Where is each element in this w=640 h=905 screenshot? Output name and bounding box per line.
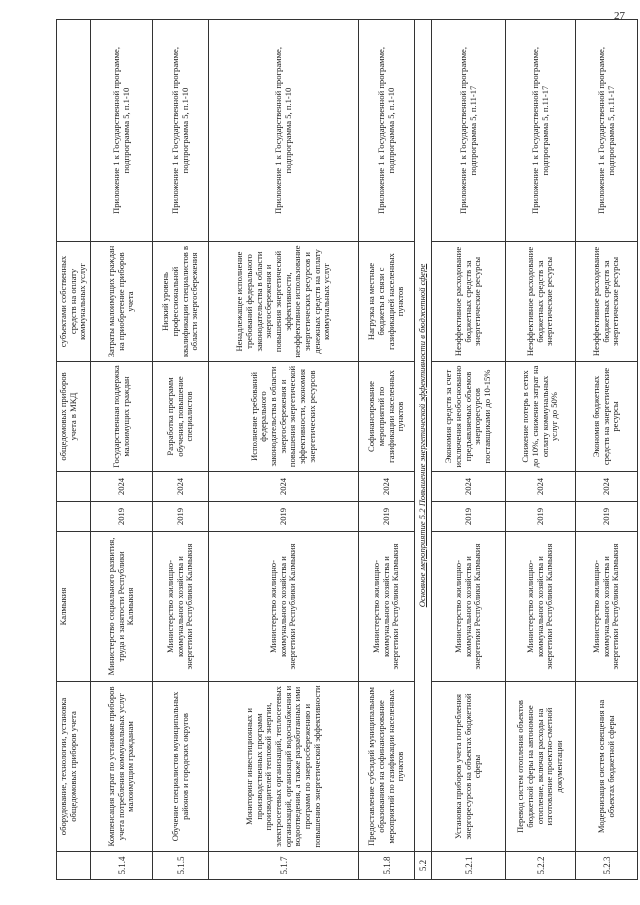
cell-end-year: 2024	[432, 472, 506, 502]
cell-consequence: субъектами собственных средств на оплату коммунальных услуг	[57, 242, 91, 362]
cell-name: Предоставление субсидий муниципальным образованиям на софинансирование мероприятий по газификации населенных пунктов	[359, 682, 415, 852]
cell-name: Обучение специалистов муниципальных районов и городских округов	[153, 682, 209, 852]
cell-link: Приложение 1 к Государственной программе, подпрограмма 5, п.1-10	[91, 20, 153, 242]
cell-end-year: 2024	[359, 472, 415, 502]
cell-name: Установка приборов учета потребления энергоресурсов на объектах бюджетной сферы	[432, 682, 506, 852]
cell-executor: Министерство жилищно-коммунального хозяйства и энергетики Республики Калмыкия	[576, 532, 638, 682]
cell-number: 5.1.8	[359, 852, 415, 880]
section-number: 5.2	[415, 852, 432, 880]
cell-name: оборудование, технологии, установка общедомовых приборов учета	[57, 682, 91, 852]
table-row	[153, 20, 209, 880]
cell-executor: Министерство жилищно-коммунального хозяйства и энергетики Республики Калмыкия	[506, 532, 576, 682]
cell-number: 5.1.5	[153, 852, 209, 880]
cell-result: Снижение потерь в сетях до 10%, снижение затрат на оплату коммунальных услуг до 50%	[506, 362, 576, 472]
rotated-table-wrapper	[56, 20, 621, 880]
cell-link: Приложение 1 к Государственной программе, подпрограмма 5, п.1-10	[359, 20, 415, 242]
cell-name: Мониторинг инвестиционных и производственных программ производителей тепловой энергии, электросетевых организаций, теплосетевых организаций, организаций водоснабжения и водоотведения, а также разработанных ими программ по энергосбережению и повышению энергетической эффективности	[209, 682, 359, 852]
cell-end-year: 2024	[153, 472, 209, 502]
cell-executor: Министерство жилищно-коммунального хозяйства и энергетики Республики Калмыкия	[432, 532, 506, 682]
cell-start-year: 2019	[359, 502, 415, 532]
cell-end-year: 2024	[209, 472, 359, 502]
cell-result: общедомовых приборов учета в МКД	[57, 362, 91, 472]
cell-executor: Министерство жилищно-коммунального хозяйства и энергетики Республики Калмыкия	[153, 532, 209, 682]
table-row	[432, 20, 506, 880]
cell-start-year: 2019	[506, 502, 576, 532]
cell-end-year: 2024	[576, 472, 638, 502]
cell-result: Экономия бюджетных средств на энергетические ресурсы	[576, 362, 638, 472]
cell-link: Приложение 1 к Государственной программе, подпрограмма 5, п.11-17	[576, 20, 638, 242]
cell-start-year: 2019	[209, 502, 359, 532]
cell-name: Компенсация затрат по установке приборов учета потребления коммунальных услуг малоимущим гражданам	[91, 682, 153, 852]
table-row	[91, 20, 153, 880]
measures-table	[56, 19, 638, 880]
cell-result: Экономия средств за счет исключения необоснованно предъявляемых объемов энергоресурсов поставщиками до 10-15%	[432, 362, 506, 472]
cell	[57, 472, 91, 502]
cell-executor: Министерство социального развития, труда и занятости Республики Калмыкия	[91, 532, 153, 682]
cell-number: 5.1.4	[91, 852, 153, 880]
cell-result: Государственная поддержка малоимущих граждан	[91, 362, 153, 472]
table-row	[209, 20, 359, 880]
cell-result: Софинансирование мероприятий по газификации населенных пунктов	[359, 362, 415, 472]
cell-number: 5.2.3	[576, 852, 638, 880]
cell-number: 5.2.1	[432, 852, 506, 880]
cell	[57, 20, 91, 242]
cell-start-year: 2019	[91, 502, 153, 532]
cell	[57, 852, 91, 880]
section-row	[415, 20, 432, 880]
cell-link: Приложение 1 к Государственной программе, подпрограмма 5, п.1-10	[153, 20, 209, 242]
section-title: Основное мероприятие 5.2 Повышение энергетической эффективности в бюджетной сфере	[415, 20, 432, 852]
cell-executor: Калмыкия	[57, 532, 91, 682]
table-row	[576, 20, 638, 880]
cell	[57, 502, 91, 532]
page-number: 27	[614, 10, 625, 22]
cell-executor: Министерство жилищно-коммунального хозяйства и энергетики Республики Калмыкия	[359, 532, 415, 682]
cell-consequence: Неэффективное расходование бюджетных средств за энергетические ресурсы	[432, 242, 506, 362]
cell-number: 5.2.2	[506, 852, 576, 880]
cell-link: Приложение 1 к Государственной программе, подпрограмма 5, п.11-17	[506, 20, 576, 242]
cell-link: Приложение 1 к Государственной программе, подпрограмма 5, п.1-10	[209, 20, 359, 242]
cell-consequence: Низкий уровень профессиональной квалификации специалистов в области энергосбережения	[153, 242, 209, 362]
cell-end-year: 2024	[91, 472, 153, 502]
cell-consequence: Неэффективное расходование бюджетных средств за энергетические ресурсы	[506, 242, 576, 362]
cell-name: Модернизация систем освещения на объектах бюджетной сферы	[576, 682, 638, 852]
cell-number: 5.1.7	[209, 852, 359, 880]
cell-start-year: 2019	[432, 502, 506, 532]
table-row-continued	[57, 20, 91, 880]
cell-consequence: Неэффективное расходование бюджетных средств за энергетические ресурсы	[576, 242, 638, 362]
cell-result: Исполнение требований федерального законодательства в области энергосбережения и повышения энергетической эффективности, экономия энергетических ресурсов	[209, 362, 359, 472]
cell-consequence: Нагрузка на местные бюджеты в связи с газификацией населенных пунктов	[359, 242, 415, 362]
cell-result: Разработка программ обучения, повышение специалистов	[153, 362, 209, 472]
cell-start-year: 2019	[153, 502, 209, 532]
cell-end-year: 2024	[506, 472, 576, 502]
cell-start-year: 2019	[576, 502, 638, 532]
cell-link: Приложение 1 к Государственной программе, подпрограмма 5, п.11-17	[432, 20, 506, 242]
cell-name: Перевод систем отопления объектов бюджетной сферы на автономное отопление, включая расходы на изготовление проектно-сметной документации	[506, 682, 576, 852]
cell-executor: Министерство жилищно-коммунального хозяйства и энергетики Республики Калмыкия	[209, 532, 359, 682]
table-row	[359, 20, 415, 880]
table-row	[506, 20, 576, 880]
cell-consequence: Затраты малоимущих граждан на приобретение приборов учета	[91, 242, 153, 362]
cell-consequence: Ненадлежащее исполнение требований федерального законодательства в области энергосбережения и повышения энергетической эффективности, неэффективное использование энергетических ресурсов и денежных средств на оплату коммунальных услуг	[209, 242, 359, 362]
